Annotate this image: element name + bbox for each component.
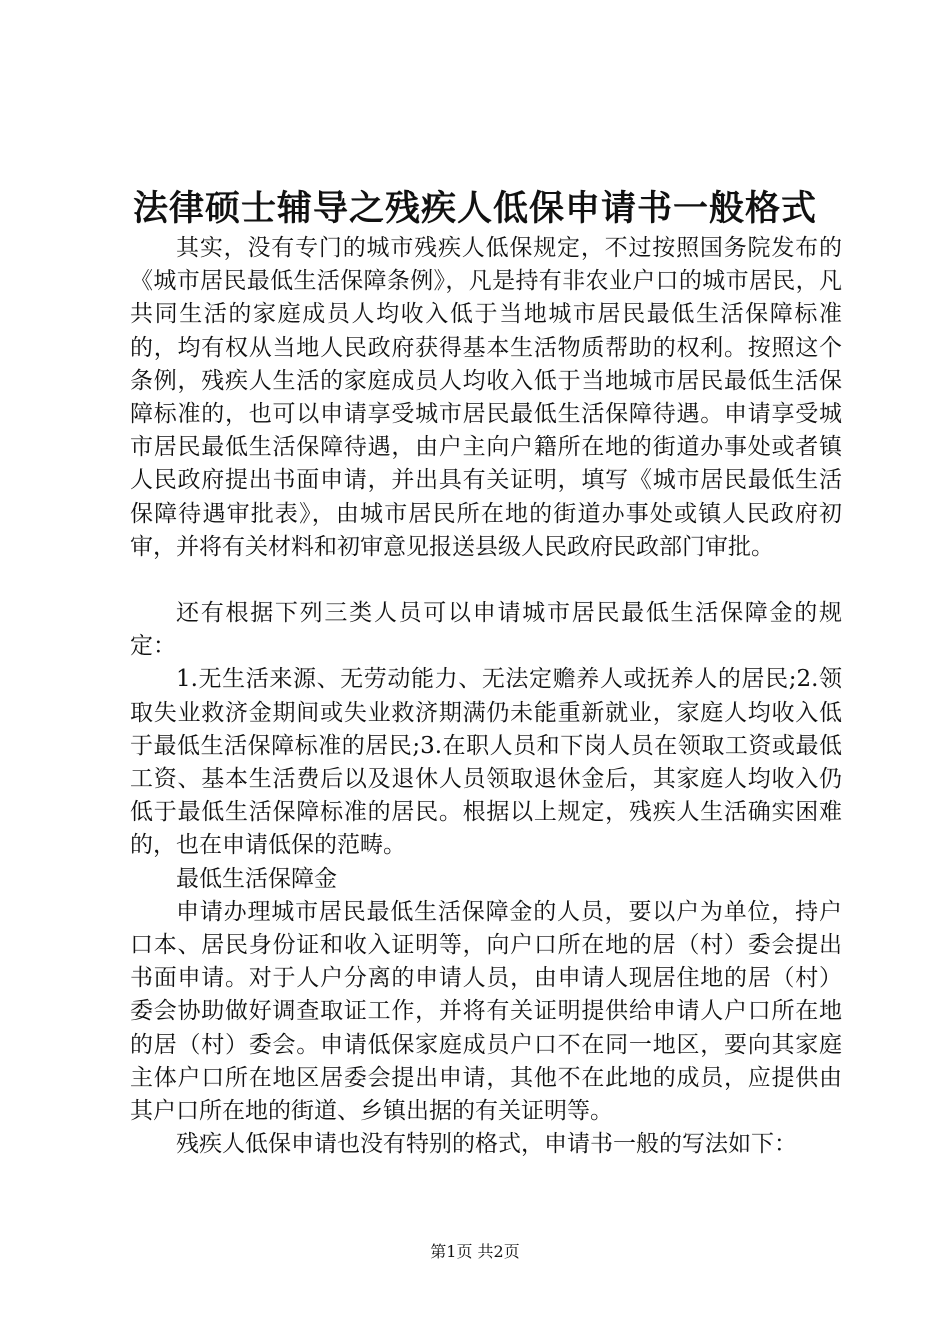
- document-title: 法律硕士辅导之残疾人低保申请书一般格式: [132, 188, 817, 229]
- paragraph-subheading: 最低生活保障金: [176, 865, 337, 892]
- paragraph-application-process: 申请办理城市居民最低生活保障金的人员，要以户为单位，持户口本、居民身份证和收入证明等，向户口所在地的居（村）委会提出书面申请。对于人户分离的申请人员，由申请人现居住地的居（村）委会协助做好调查取证工作，并将有关证明提供给申请人户口所在地的居（村）委会。申请低保家庭成员户口不在同一地区，要向其家庭主体户口所在地区居委会提出申请，其他不在此地的成员，应提供由其户口所在地的街道、乡镇出据的有关证明等。: [130, 898, 842, 1125]
- paragraph-intro: 其实，没有专门的城市残疾人低保规定，不过按照国务院发布的《城市居民最低生活保障条例》，凡是持有非农业户口的城市居民，凡共同生活的家庭成员人均收入低于当地城市居民最低生活保障标准的，均有权从当地人民政府获得基本生活物质帮助的权利。按照这个条例，残疾人生活的家庭成员人均收入低于当地城市居民最低生活保障标准的，也可以申请享受城市居民最低生活保障待遇。申请享受城市居民最低生活保障待遇，由户主向户籍所在地的街道办事处或者镇人民政府提出书面申请，并出具有关证明，填写《城市居民最低生活保障待遇审批表》，由城市居民所在地的街道办事处或镇人民政府初审，并将有关材料和初审意见报送县级人民政府民政部门审批。: [130, 235, 842, 560]
- page-footer: 第1页 共2页: [430, 1242, 520, 1261]
- paragraph-eligibility-lead: 还有根据下列三类人员可以申请城市居民最低生活保障金的规定：: [130, 600, 842, 660]
- paragraph-format-note: 残疾人低保申请也没有特别的格式，申请书一般的写法如下：: [176, 1131, 797, 1158]
- paragraph-eligibility-list: 1.无生活来源、无劳动能力、无法定赡养人或抚养人的居民;2.领取失业救济金期间或失业救济期满仍未能重新就业，家庭人均收入低于最低生活保障标准的居民;3.在职人员和下岗人员在领取工资或最低工资、基本生活费后以及退休人员领取退休金后，其家庭人均收入仍低于最低生活保障标准的居民。根据以上规定，残疾人生活确实困难的，也在申请低保的范畴。: [130, 666, 842, 859]
- document-body: [130, 232, 842, 1161]
